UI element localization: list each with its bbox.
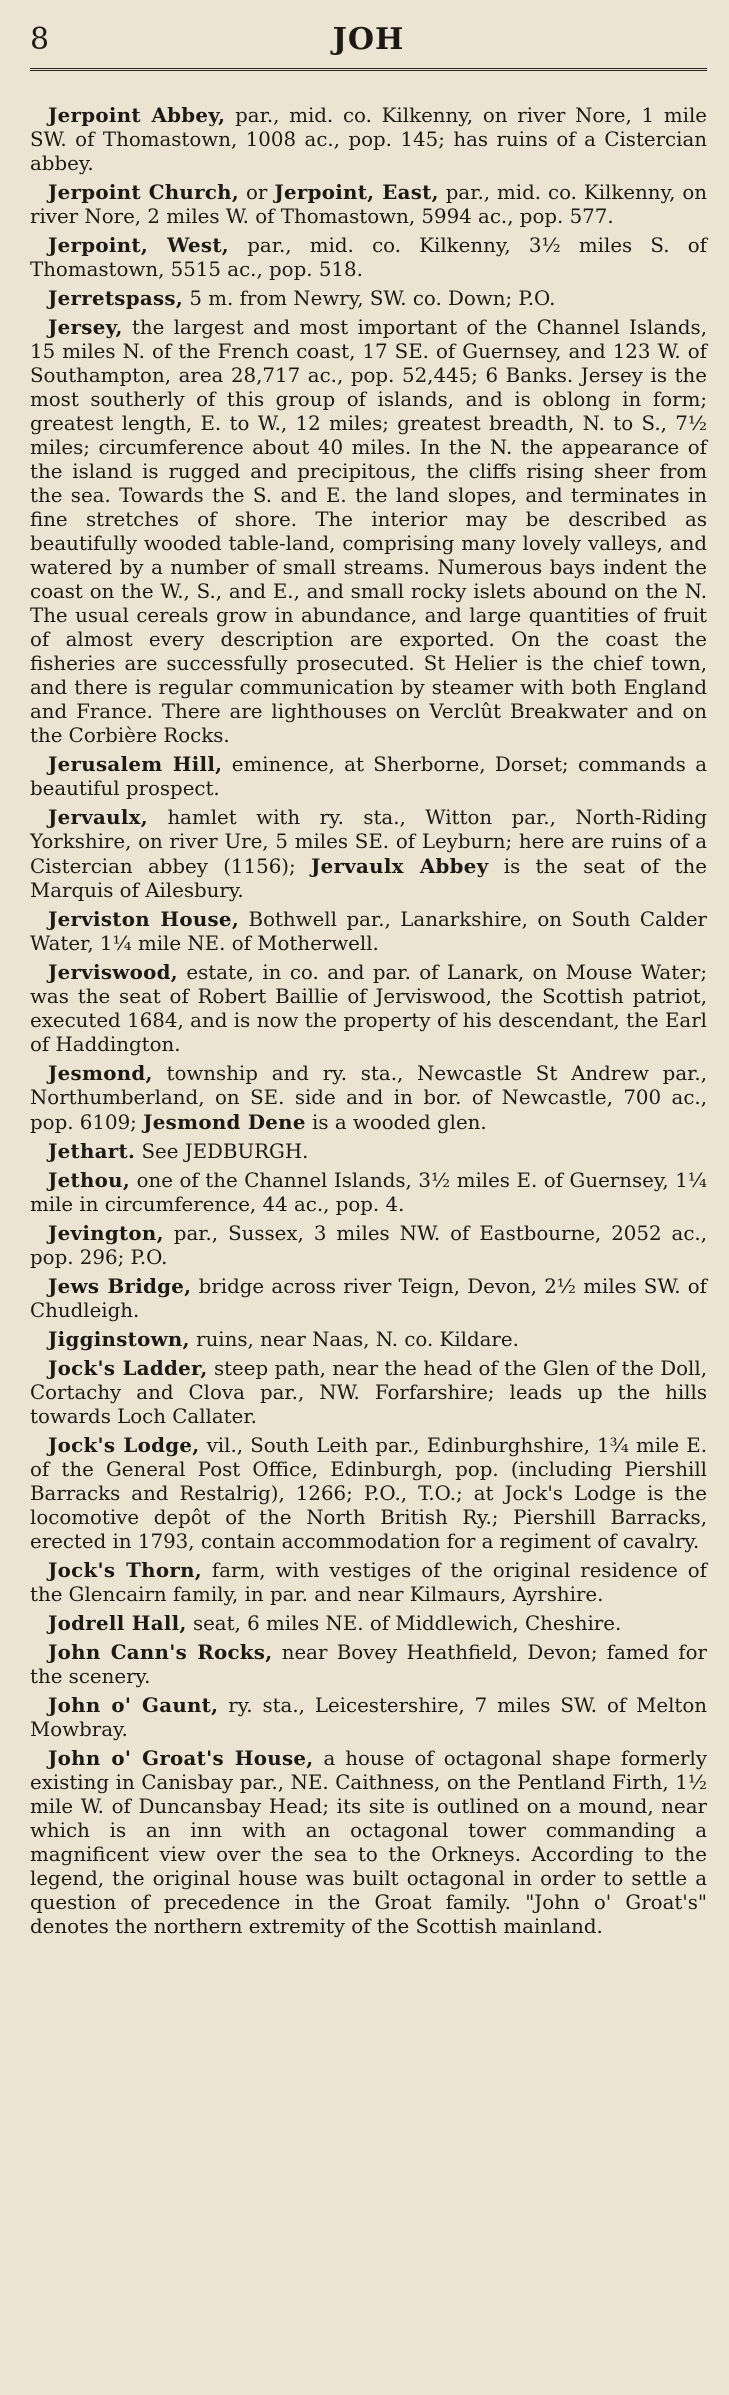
gazetteer-entry xyxy=(30,1327,707,1352)
gazetteer-entry xyxy=(30,286,707,311)
entry-text: par., mid. co. Kilkenny, 3½ miles S. of Thomastown, 5515 ac., pop. 518. xyxy=(30,234,708,281)
entry-text: near Bovey Heathfield, Devon; famed for the scenery. xyxy=(30,1641,707,1688)
gazetteer-entry xyxy=(30,1558,707,1607)
entry-text: farm, with vestiges of the original residence of the Glencairn family, in par. and near Kilmaurs, Ayrshire. xyxy=(30,1559,707,1606)
gazetteer-entry xyxy=(30,1433,707,1554)
page-header xyxy=(30,18,707,62)
entry-headword: Jersey, xyxy=(48,315,123,339)
entry-text: or xyxy=(246,181,268,204)
gazetteer-entry xyxy=(30,1640,707,1689)
entry-headword: Jock's Thorn, xyxy=(48,1558,202,1582)
entry-headword: Jerretspass, xyxy=(48,286,184,310)
entries-column xyxy=(30,103,707,1939)
entry-headword: Jerpoint Abbey, xyxy=(48,103,226,127)
gazetteer-entry xyxy=(30,907,707,956)
entry-text: hamlet with ry. sta., Witton par., North-Riding Yorkshire, on river Ure, 5 miles SE. of Leyburn; here are ruins of a Cistercian abbey (1156); xyxy=(30,806,707,878)
entry-subheadword: Jervaulx Abbey xyxy=(310,854,489,878)
entry-text: par., mid. co. Kilkenny, on river Nore, 2 miles W. of Thomastown, 5994 ac., pop. 577. xyxy=(30,181,707,228)
entry-text: is a wooded glen. xyxy=(312,1111,487,1134)
entry-text: estate, in co. and par. of Lanark, on Mouse Water; was the seat of Robert Baillie of Jerviswood, the Scottish patriot, executed 1684, and is now the property of his descendant, the Earl of Haddington. xyxy=(30,961,707,1056)
entry-headword: Jerusalem Hill, xyxy=(48,752,223,776)
entry-headword: John o' Gaunt, xyxy=(48,1693,219,1717)
gazetteer-entry xyxy=(30,1168,707,1217)
entry-text: bridge across river Teign, Devon, 2½ miles SW. of Chudleigh. xyxy=(30,1275,707,1322)
page-number: 8 xyxy=(30,22,50,57)
gazetteer-entry xyxy=(30,233,707,282)
entry-text: seat, 6 miles NE. of Middlewich, Cheshire. xyxy=(192,1612,622,1635)
gazetteer-entry xyxy=(30,1746,707,1939)
entry-headword: Jerpoint Church, xyxy=(48,180,240,204)
entry-headword: Jerpoint, West, xyxy=(48,233,229,257)
entry-headword: Jervaulx, xyxy=(48,805,148,829)
entry-text: is the seat of the Marquis of Ailesbury. xyxy=(30,855,707,902)
entry-text: eminence, at Sherborne, Dorset; commands a beautiful prospect. xyxy=(30,753,707,800)
gazetteer-entry xyxy=(30,1356,707,1429)
entry-headword: Jock's Lodge, xyxy=(48,1433,200,1457)
gazetteer-entry xyxy=(30,1221,707,1270)
entry-text: a house of octagonal shape formerly existing in Canisbay par., NE. Caithness, on the Pentland Firth, 1½ mile W. of Duncansbay Head; its site is outlined on a mound, near which is an inn with an octagonal tower commanding a magnificent view over the sea to the Orkneys. According to the legend, the original house was built octagonal in order to settle a question of precedence in the Groat family. "John o' Groat's" denotes the northern extremity of the Scottish mainland. xyxy=(30,1747,708,1938)
gazetteer-entry xyxy=(30,1274,707,1323)
entry-text: the largest and most important of the Channel Islands, 15 miles N. of the French coast, 17 SE. of Guernsey, and 123 W. of Southampton, area 28,717 ac., pop. 52,445; 6 Banks. Jersey is the most southerly of this group of islands, and is oblong in form; greatest length, E. to W., 12 miles; greatest breadth, N. to S., 7½ miles; circumference about 40 miles. In the N. the appearance of the island is rugged and precipitous, the cliffs rising sheer from the sea. Towards the S. and E. the land slopes, and terminates in fine stretches of shore. The interior may be described as beautifully wooded table-land, comprising many lovely valleys, and watered by a number of small streams. Numerous bays indent the coast on the W., S., and E., and small rocky islets abound on the N. The usual cereals grow in abundance, and large quantities of fruit of almost every description are exported. On the coast the fisheries are successfully prosecuted. St Helier is the chief town, and there is regular communication by steamer with both England and France. There are lighthouses on Verclût Breakwater and on the Corbière Rocks. xyxy=(30,316,707,747)
entry-headword: Jevington, xyxy=(48,1221,164,1245)
entry-headword: Jerviswood, xyxy=(48,960,178,984)
entry-text: township and ry. sta., Newcastle St Andrew par., Northumberland, on SE. side and in bor. of Newcastle, 700 ac., pop. 6109; xyxy=(30,1062,707,1134)
entry-headword: Jews Bridge, xyxy=(48,1274,192,1298)
gazetteer-entry xyxy=(30,315,707,748)
entry-headword: John o' Groat's House, xyxy=(48,1746,314,1770)
gazetteer-entry xyxy=(30,960,707,1057)
entry-text: See JEDBURGH. xyxy=(141,1140,309,1163)
entry-text: vil., South Leith par., Edinburghshire, 1¾ mile E. of the General Post Office, Edinburgh, pop. (including Piershill Barracks and Restalrig), 1266; P.O., T.O.; at Jock's Lodge is the locomotive depôt of the North British Ry.; Piershill Barracks, erected in 1793, contain accommodation for a regiment of cavalry. xyxy=(30,1434,708,1553)
entry-headword: Jodrell Hall, xyxy=(48,1611,187,1635)
gazetteer-entry xyxy=(30,1061,707,1135)
gazetteer-entry xyxy=(30,1693,707,1742)
gazetteer-entry xyxy=(30,752,707,801)
entry-headword: Jesmond, xyxy=(48,1061,153,1085)
entry-text: ruins, near Naas, N. co. Kildare. xyxy=(196,1328,519,1351)
gazetteer-entry xyxy=(30,1139,707,1164)
entry-text: par., Sussex, 3 miles NW. of Eastbourne, 2052 ac., pop. 296; P.O. xyxy=(30,1222,707,1269)
entry-text: par., mid. co. Kilkenny, on river Nore, 1 mile SW. of Thomastown, 1008 ac., pop. 145; has ruins of a Cistercian abbey. xyxy=(30,104,707,175)
entry-headword: Jock's Ladder, xyxy=(48,1356,208,1380)
entry-headword: Jethart. xyxy=(48,1139,136,1163)
entry-text: steep path, near the head of the Glen of the Doll, Cortachy and Clova par., NW. Forfarshire; leads up the hills towards Loch Callater. xyxy=(30,1357,707,1428)
entry-subheadword: Jesmond Dene xyxy=(143,1110,306,1134)
entry-headword: Jigginstown, xyxy=(48,1327,190,1351)
entry-subheadword: Jerpoint, East, xyxy=(274,180,439,204)
header-rule xyxy=(30,68,707,71)
entry-text: one of the Channel Islands, 3½ miles E. of Guernsey, 1¼ mile in circumference, 44 ac., pop. 4. xyxy=(30,1169,707,1216)
gazetteer-entry xyxy=(30,1611,707,1636)
entry-headword: John Cann's Rocks, xyxy=(48,1640,273,1664)
gazetteer-entry xyxy=(30,805,707,903)
entry-text: 5 m. from Newry, SW. co. Down; P.O. xyxy=(189,287,556,310)
gazetteer-entry xyxy=(30,180,707,229)
gazetteer-entry xyxy=(30,103,707,176)
entry-headword: Jethou, xyxy=(48,1168,131,1192)
entry-headword: Jerviston House, xyxy=(48,907,240,931)
running-head: JOH xyxy=(332,22,405,57)
entry-text: ry. sta., Leicestershire, 7 miles SW. of Melton Mowbray. xyxy=(30,1694,707,1741)
entry-text: Bothwell par., Lanarkshire, on South Calder Water, 1¼ mile NE. of Motherwell. xyxy=(30,908,707,955)
